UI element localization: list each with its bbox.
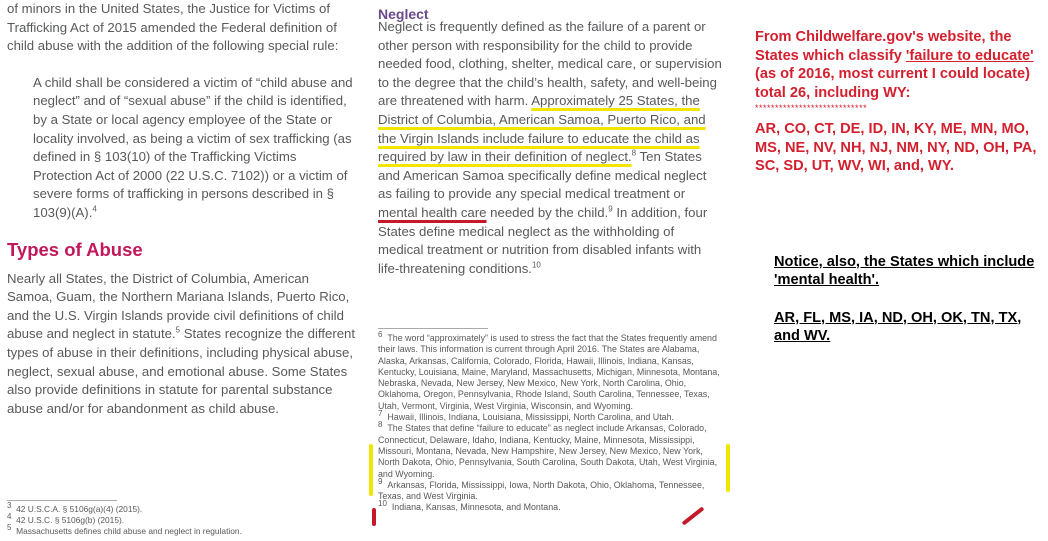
types-of-abuse-heading: Types of Abuse — [7, 238, 143, 260]
footnote-ref-8: 8 — [631, 148, 637, 158]
annotation-column — [755, 28, 1040, 346]
footnote-3: 3 42 U.S.C.A. § 5106g(a)(4) (2015). — [7, 501, 143, 514]
neglect-text-1: Neglect is frequently defined as the failure of a parent or other person with responsibility for the child to provide needed food, clothing, shelter, medical care, or supervision to the degree that the child’s health, safety, and well-being are threatened with harm. — [378, 19, 722, 109]
footnote-6: 6 The word “approximately” is used to stress the fact that the States frequently amend their laws. This information is current through April 2016. The States are Alabama, Alaska, Arkansas, California, Colorado, Florida, Hawaii, Illinois, Indiana, Kansas, Kentucky, Louisiana, Maine, Maryland, Massachusetts, Michigan, Minnesota, Montana, Nebraska, Nevada, New Jersey, New Mexico, New York, North Carolina, Ohio, Oklahoma, Oregon, Pennsylvania, Rhode Island, South Carolina, Tennessee, Texas, Utah, Vermont, Virginia, West Virginia, Wisconsin, and Wyoming. — [378, 330, 720, 411]
yellow-highlight-failure-to-educate: Approximately 25 States, the District of Columbia, American Samoa, Puerto Rico, and the Virgin Islands include failure to educate the child as required by law in their definition of neglect. — [378, 93, 706, 165]
neglect-text-3: Ten States and American Samoa specifically define medical neglect as failing to provide any special medical treatment or — [378, 149, 707, 202]
neglect-text-5: needed by the child. — [486, 204, 609, 220]
stars-divider: **************************** — [755, 103, 868, 113]
quote-text: A child shall be considered a victim of “child abuse and neglect” and of “sexual abuse” if the child is identified, by a State or local agency employee of the State or locality involved, as being a victim of sex trafficking (as defined in § 103(10) of the Trafficking Victims Protection Act of 2000 (22 U.S.C. 7102)) or a victim of severe forms of trafficking in persons described in § 103(9)(A). — [33, 74, 353, 220]
middle-column — [378, 6, 723, 278]
intro-paragraph: of minors in the United States, the Justice for Victims of Trafficking Act of 2015 amended the Federal definition of child abuse with the addition of the following special rule: — [7, 1, 339, 54]
footnote-8: 8 The States that define “failure to educate” as neglect include Arkansas, Colorado, Connecticut, Delaware, Idaho, Indiana, Kentucky, Maine, Minnesota, Mississippi, Missouri, Montana, Nevada, New Hampshire, New Jersey, New Mexico, New York, North Dakota, Ohio, Pennsylvania, South Carolina, South Dakota, Utah, West Virginia, and Wyoming. — [378, 420, 718, 479]
mental-health-states: AR, FL, MS, IA, ND, OH, OK, TN, TX, and WV. — [774, 309, 1022, 344]
failure-to-educate-note: From Childwelfare.gov's website, the States which classify 'failure to educate' (as of 2016, most current I could locate) total 26, including WY: — [755, 29, 1034, 101]
neglect-text-6: In addition, four States define medical neglect as the withholding of medical treatment or nutrition from disabled infants with life-threatening conditions. — [378, 204, 708, 276]
para1-text: Nearly all States, the District of Columbia, American Samoa, Guam, the Northern Mariana Islands, Puerto Rico, and the U.S. Virgin Islands provide civil definitions of child abuse and neglect in statute. — [7, 270, 350, 342]
footnote-ref-4: 4 — [92, 204, 97, 214]
footnote-7: 7 Hawaii, Illinois, Indiana, Louisiana, Mississippi, North Carolina, and Utah. — [378, 409, 674, 423]
neglect-heading: Neglect — [378, 6, 429, 22]
block-quote — [33, 74, 357, 223]
middle-footnotes — [378, 328, 723, 514]
red-underline-mental-health-care: mental health care — [378, 204, 487, 220]
footnote-divider — [378, 328, 488, 329]
footnote-9: 9 Arkansas, Florida, Mississippi, Iowa, North Dakota, Ohio, Oklahoma, Tennessee, Texas, and West Virginia. — [378, 476, 705, 502]
footnote-5: 5 Massachusetts defines child abuse and neglect in regulation. — [7, 523, 242, 536]
left-column — [7, 0, 357, 418]
para2-text: States recognize the different types of abuse in their definitions, including physical abuse, neglect, sexual abuse, and emotional abuse. Some States also provide definitions in statute for parental substance abuse and/or for abandonment as child abuse. — [7, 326, 356, 416]
footnote-ref-5: 5 — [175, 325, 181, 335]
types-of-abuse-paragraph — [7, 270, 357, 419]
failure-to-educate-states: AR, CO, CT, DE, ID, IN, KY, ME, MN, MO, MS, NE, NV, NH, NJ, NM, NY, ND, OH, PA, SC, SD, UT, WV, WI, and, WY. — [755, 121, 1037, 174]
yellow-bracket-left-mark — [369, 444, 373, 496]
footnote-divider — [7, 500, 117, 501]
footnote-ref-10: 10 — [531, 260, 541, 270]
footnote-4: 4 42 U.S.C. § 5106g(b) (2015). — [7, 512, 125, 525]
red-bracket-left-mark — [372, 508, 376, 526]
footnote-10: 10 Indiana, Kansas, Minnesota, and Montana. — [378, 499, 561, 513]
footnote-ref-9: 9 — [608, 204, 613, 214]
neglect-paragraph — [378, 18, 723, 278]
left-footnotes — [7, 500, 357, 537]
mental-health-note: Notice, also, the States which include 'mental health'. — [774, 253, 1035, 288]
yellow-bracket-right-mark — [726, 444, 730, 492]
